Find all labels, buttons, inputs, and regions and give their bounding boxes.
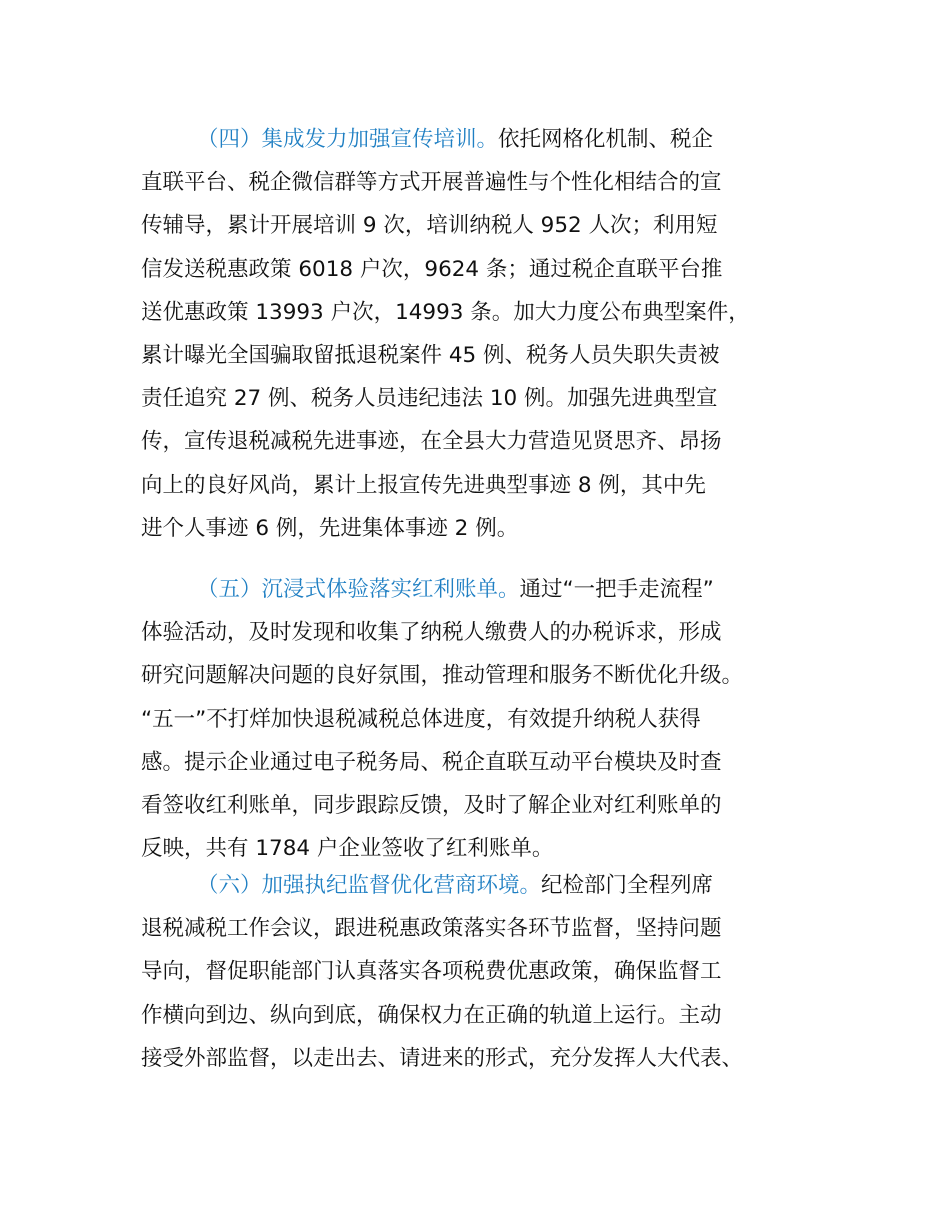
section-4-line: 直联平台、税企微信群等方式开展普遍性与个性化相结合的宣 [141,170,722,196]
section-5-line: “五一”不打烊加快退税减税总体进度，有效提升纳税人获得 [141,706,701,732]
section-6-line: 退税减税工作会议，跟进税惠政策落实各环节监督，坚持问题 [141,916,722,942]
section-4-line: 进个人事迹 6 例，先进集体事迹 2 例。 [141,515,519,541]
section-4-line: 累计曝光全国骗取留抵退税案件 45 例、税务人员失职失责被 [141,342,720,368]
section-5-text: 通过“一把手走流程” [519,577,714,602]
section-5-paragraph [141,568,831,870]
section-6-heading: （六）加强执纪监督优化营商环境。 [197,873,542,898]
section-5-line: 研究问题解决问题的良好氛围，推动管理和服务不断优化升级。 [141,663,744,689]
section-5-line: 体验活动，及时发现和收集了纳税人缴费人的办税诉求，形成 [141,620,722,646]
section-5-line: 看签收红利账单，同步跟踪反馈，及时了解企业对红利账单的 [141,792,722,818]
section-4-line: 向上的良好风尚，累计上报宣传先进典型事迹 8 例，其中先 [141,472,706,498]
section-5-line: 感。提示企业通过电子税务局、税企直联互动平台模块及时查 [141,749,722,775]
section-5-heading: （五）沉浸式体验落实红利账单。 [197,577,520,602]
section-6-text: 纪检部门全程列席 [541,873,714,898]
section-4-paragraph [141,118,831,550]
section-4-text: 依托网格化机制、税企 [498,127,714,152]
section-4-line: 传辅导，累计开展培训 9 次，培训纳税人 952 人次；利用短 [141,213,718,239]
section-5-line: 反映，共有 1784 户企业签收了红利账单。 [141,836,554,862]
section-6-line-1 [141,864,831,907]
section-4-heading: （四）集成发力加强宣传培训。 [197,127,499,152]
section-6-line: 作横向到边、纵向到底，确保权力在正确的轨道上运行。主动 [141,1002,722,1028]
section-6-line: 导向，督促职能部门认真落实各项税费优惠政策，确保监督工 [141,959,722,985]
section-4-line: 责任追究 27 例、税务人员违纪违法 10 例。加强先进典型宣 [141,386,718,412]
section-4-line: 传，宣传退税减税先进事迹，在全县大力营造见贤思齐、昂扬 [141,429,722,455]
section-4-line-1 [141,118,831,161]
section-4-line: 信发送税惠政策 6018 户次，9624 条；通过税企直联平台推 [141,256,723,282]
section-6-paragraph [141,864,831,1080]
section-5-line-1 [141,568,831,611]
section-6-line: 接受外部监督，以走出去、请进来的形式，充分发挥人大代表、 [141,1045,744,1071]
section-4-line: 送优惠政策 13993 户次，14993 条。加大力度公布典型案件， [141,299,750,325]
